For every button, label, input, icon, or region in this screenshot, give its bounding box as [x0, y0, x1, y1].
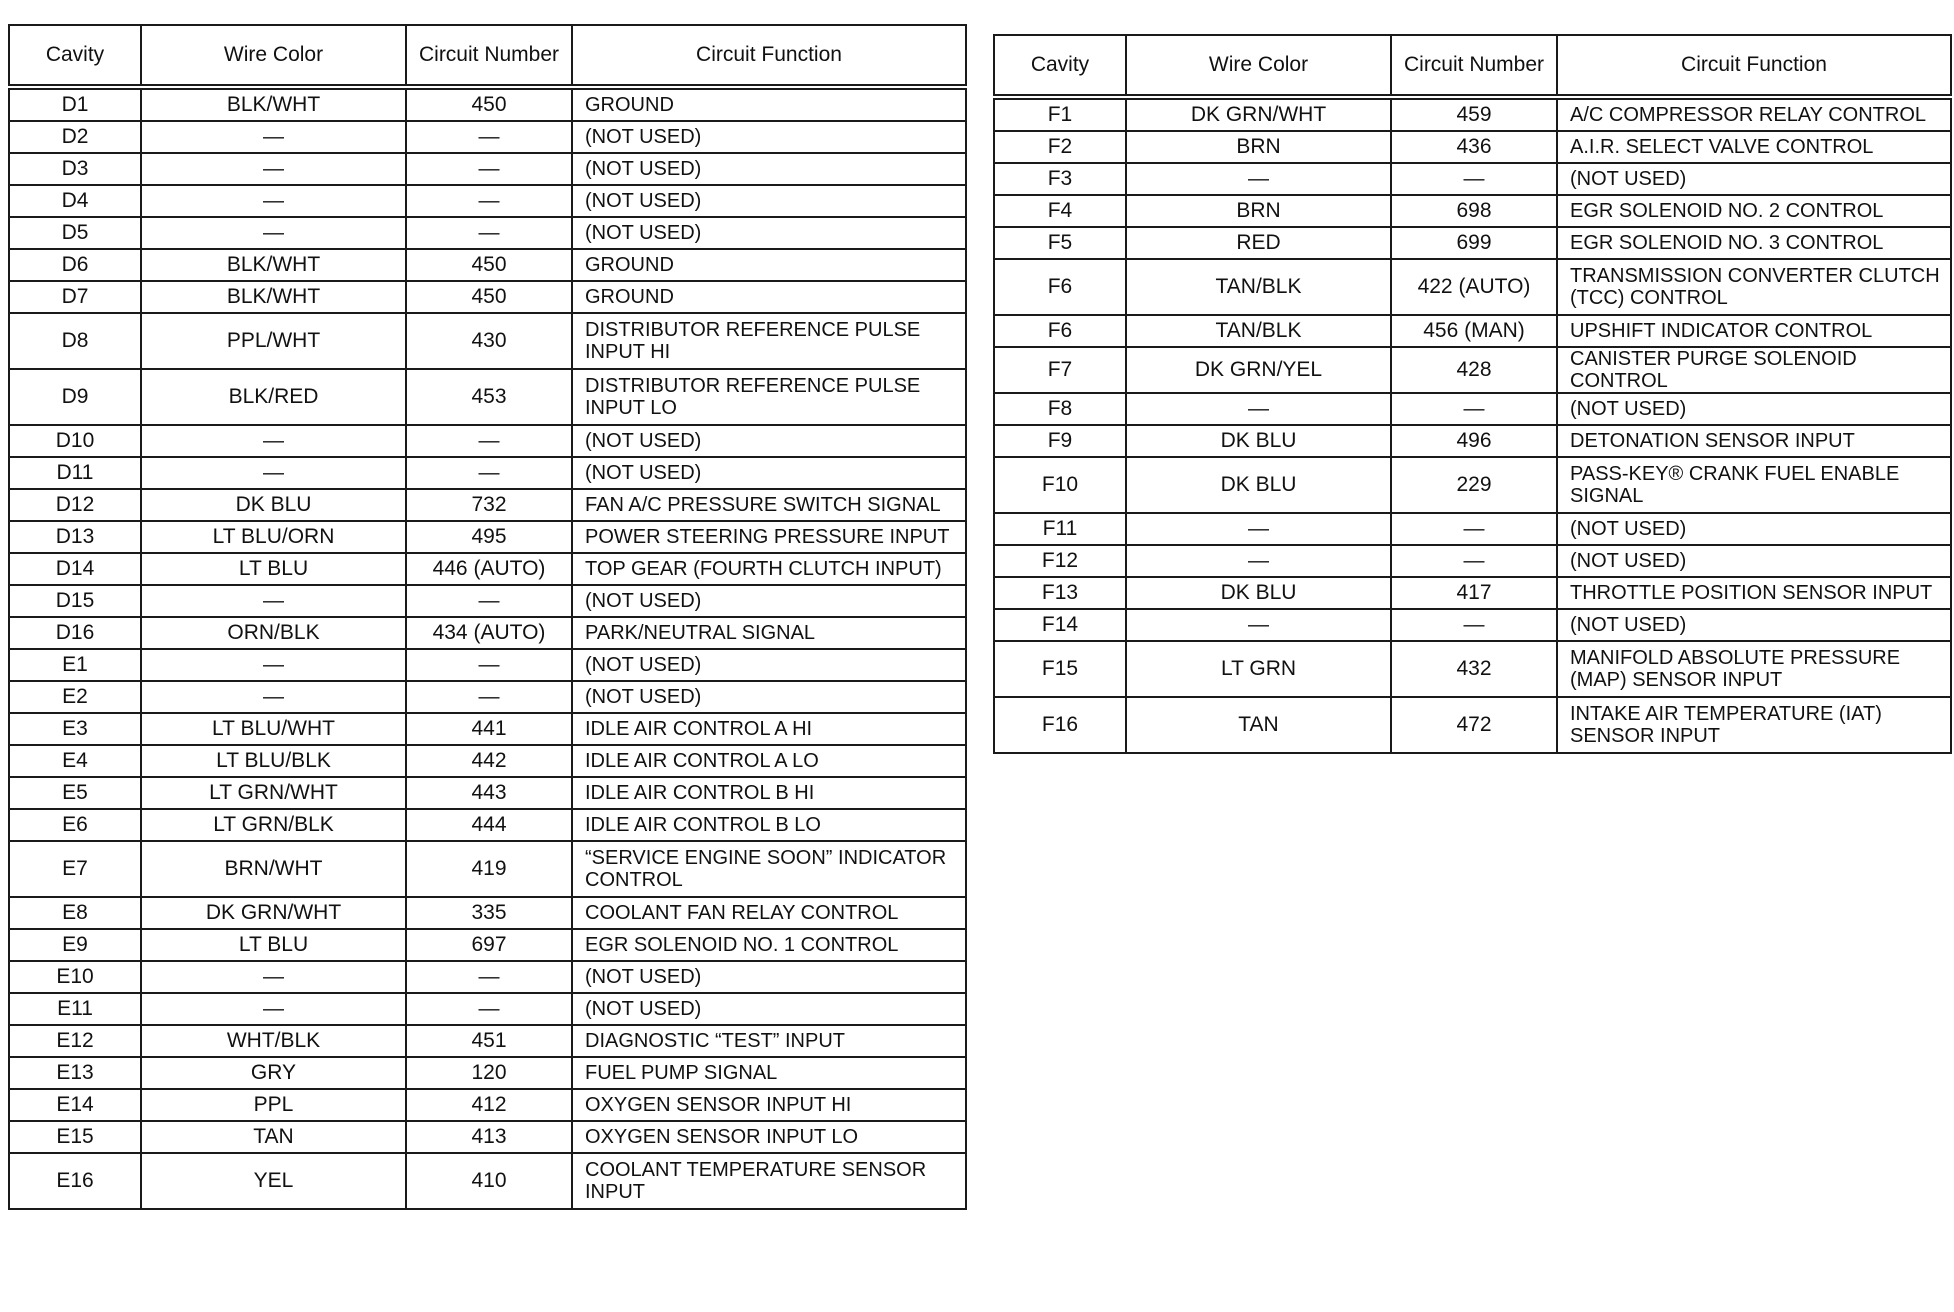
cavity-cell: E2	[9, 681, 141, 713]
cavity-cell: D14	[9, 553, 141, 585]
wire-color-cell: WHT/BLK	[141, 1025, 406, 1057]
circuit-number-cell: —	[406, 217, 572, 249]
circuit-number-cell: 699	[1391, 227, 1557, 259]
table-row	[9, 553, 966, 585]
circuit-function-cell: A.I.R. SELECT VALVE CONTROL	[1557, 131, 1951, 163]
cavity-cell: D7	[9, 281, 141, 313]
circuit-number-cell: 495	[406, 521, 572, 553]
table-row	[9, 87, 966, 121]
table-row	[9, 121, 966, 153]
wire-color-cell: —	[1126, 163, 1391, 195]
wire-color-cell: LT GRN	[1126, 641, 1391, 697]
circuit-function-cell: INTAKE AIR TEMPERATURE (IAT) SENSOR INPUT	[1557, 697, 1951, 753]
cavity-cell: E11	[9, 993, 141, 1025]
circuit-function-cell: IDLE AIR CONTROL B LO	[572, 809, 966, 841]
circuit-number-cell: 419	[406, 841, 572, 897]
circuit-number-cell: 444	[406, 809, 572, 841]
circuit-number-cell: —	[406, 961, 572, 993]
circuit-number-cell: 443	[406, 777, 572, 809]
circuit-number-cell: —	[1391, 513, 1557, 545]
wire-color-cell: BRN	[1126, 131, 1391, 163]
cavity-cell: E9	[9, 929, 141, 961]
table-row	[9, 249, 966, 281]
table-row	[994, 347, 1951, 393]
wire-color-cell: —	[141, 681, 406, 713]
table-row	[9, 993, 966, 1025]
wire-color-cell: DK BLU	[1126, 425, 1391, 457]
header-circuit-number: Circuit Number	[406, 25, 572, 87]
circuit-number-cell: —	[406, 681, 572, 713]
circuit-number-cell: 732	[406, 489, 572, 521]
wire-color-cell: DK BLU	[1126, 457, 1391, 513]
table-row	[9, 713, 966, 745]
table-row	[9, 521, 966, 553]
wire-color-cell: BLK/WHT	[141, 249, 406, 281]
circuit-function-cell: IDLE AIR CONTROL B HI	[572, 777, 966, 809]
circuit-number-cell: 472	[1391, 697, 1557, 753]
circuit-number-cell: 430	[406, 313, 572, 369]
circuit-function-cell: GROUND	[572, 87, 966, 121]
cavity-cell: D16	[9, 617, 141, 649]
circuit-function-cell: (NOT USED)	[572, 649, 966, 681]
cavity-cell: F14	[994, 609, 1126, 641]
circuit-number-cell: 453	[406, 369, 572, 425]
cavity-cell: D13	[9, 521, 141, 553]
circuit-number-cell: —	[406, 153, 572, 185]
table-row	[994, 697, 1951, 753]
wire-color-cell: —	[141, 425, 406, 457]
table-header	[994, 35, 1951, 97]
cavity-cell: D3	[9, 153, 141, 185]
circuit-number-cell: 436	[1391, 131, 1557, 163]
circuit-number-cell: —	[406, 425, 572, 457]
circuit-number-cell: —	[1391, 545, 1557, 577]
circuit-function-cell: EGR SOLENOID NO. 1 CONTROL	[572, 929, 966, 961]
circuit-number-cell: 698	[1391, 195, 1557, 227]
circuit-function-cell: FUEL PUMP SIGNAL	[572, 1057, 966, 1089]
wire-color-cell: LT BLU	[141, 929, 406, 961]
circuit-number-cell: 412	[406, 1089, 572, 1121]
circuit-function-cell: MANIFOLD ABSOLUTE PRESSURE (MAP) SENSOR INPUT	[1557, 641, 1951, 697]
circuit-number-cell: 456 (MAN)	[1391, 315, 1557, 347]
circuit-number-cell: —	[1391, 163, 1557, 195]
wire-color-cell: BLK/WHT	[141, 281, 406, 313]
cavity-cell: E8	[9, 897, 141, 929]
cavity-cell: F4	[994, 195, 1126, 227]
circuit-function-cell: THROTTLE POSITION SENSOR INPUT	[1557, 577, 1951, 609]
circuit-number-cell: 441	[406, 713, 572, 745]
circuit-function-cell: (NOT USED)	[572, 681, 966, 713]
circuit-function-cell: IDLE AIR CONTROL A HI	[572, 713, 966, 745]
cavity-cell: E13	[9, 1057, 141, 1089]
wire-color-cell: PPL	[141, 1089, 406, 1121]
wire-color-cell: —	[141, 185, 406, 217]
wire-color-cell: —	[141, 585, 406, 617]
cavity-cell: D10	[9, 425, 141, 457]
circuit-function-cell: (NOT USED)	[572, 425, 966, 457]
cavity-cell: D6	[9, 249, 141, 281]
wire-color-cell: —	[141, 961, 406, 993]
wire-color-cell: TAN	[1126, 697, 1391, 753]
wire-color-cell: —	[1126, 393, 1391, 425]
cavity-cell: F15	[994, 641, 1126, 697]
circuit-function-cell: (NOT USED)	[1557, 609, 1951, 641]
circuit-function-cell: (NOT USED)	[572, 457, 966, 489]
table-row	[9, 489, 966, 521]
table-row	[9, 217, 966, 249]
wire-color-cell: GRY	[141, 1057, 406, 1089]
table-row	[9, 369, 966, 425]
circuit-function-cell: IDLE AIR CONTROL A LO	[572, 745, 966, 777]
cavity-cell: F2	[994, 131, 1126, 163]
table-row	[9, 809, 966, 841]
circuit-function-cell: DIAGNOSTIC “TEST” INPUT	[572, 1025, 966, 1057]
cavity-cell: F8	[994, 393, 1126, 425]
circuit-number-cell: 428	[1391, 347, 1557, 393]
wire-color-cell: LT BLU	[141, 553, 406, 585]
wire-color-cell: RED	[1126, 227, 1391, 259]
table-row	[9, 1153, 966, 1209]
table-row	[994, 163, 1951, 195]
table-row	[994, 457, 1951, 513]
table-row	[994, 195, 1951, 227]
table-row	[994, 425, 1951, 457]
table-header	[9, 25, 966, 87]
circuit-number-cell: 120	[406, 1057, 572, 1089]
table-row	[9, 313, 966, 369]
wire-color-cell: BRN/WHT	[141, 841, 406, 897]
circuit-function-cell: POWER STEERING PRESSURE INPUT	[572, 521, 966, 553]
wire-color-cell: BLK/WHT	[141, 87, 406, 121]
wire-color-cell: PPL/WHT	[141, 313, 406, 369]
wire-color-cell: LT GRN/BLK	[141, 809, 406, 841]
header-cavity: Cavity	[994, 35, 1126, 97]
connector-d-e-pinout-table	[8, 24, 967, 1210]
cavity-cell: F16	[994, 697, 1126, 753]
circuit-number-cell: —	[406, 121, 572, 153]
circuit-function-cell: EGR SOLENOID NO. 2 CONTROL	[1557, 195, 1951, 227]
circuit-function-cell: (NOT USED)	[1557, 513, 1951, 545]
circuit-number-cell: —	[406, 993, 572, 1025]
wire-color-cell: BRN	[1126, 195, 1391, 227]
table-row	[9, 185, 966, 217]
table-row	[994, 227, 1951, 259]
circuit-number-cell: —	[1391, 393, 1557, 425]
table-row	[9, 897, 966, 929]
circuit-number-cell: 432	[1391, 641, 1557, 697]
wire-color-cell: —	[141, 457, 406, 489]
circuit-function-cell: EGR SOLENOID NO. 3 CONTROL	[1557, 227, 1951, 259]
table-row	[994, 393, 1951, 425]
circuit-function-cell: TRANSMISSION CONVERTER CLUTCH (TCC) CONTROL	[1557, 259, 1951, 315]
circuit-number-cell: —	[406, 585, 572, 617]
circuit-function-cell: FAN A/C PRESSURE SWITCH SIGNAL	[572, 489, 966, 521]
circuit-number-cell: —	[1391, 609, 1557, 641]
cavity-cell: D15	[9, 585, 141, 617]
table-row	[9, 585, 966, 617]
wire-color-cell: DK BLU	[141, 489, 406, 521]
header-circuit-number: Circuit Number	[1391, 35, 1557, 97]
wire-color-cell: DK BLU	[1126, 577, 1391, 609]
table-row	[994, 131, 1951, 163]
circuit-number-cell: —	[406, 457, 572, 489]
circuit-function-cell: DETONATION SENSOR INPUT	[1557, 425, 1951, 457]
wire-color-cell: TAN/BLK	[1126, 315, 1391, 347]
cavity-cell: F1	[994, 97, 1126, 131]
circuit-function-cell: DISTRIBUTOR REFERENCE PULSE INPUT LO	[572, 369, 966, 425]
wire-color-cell: DK GRN/WHT	[1126, 97, 1391, 131]
table-row	[994, 259, 1951, 315]
table-row	[9, 153, 966, 185]
table-row	[994, 315, 1951, 347]
wire-color-cell: BLK/RED	[141, 369, 406, 425]
wire-color-cell: —	[141, 153, 406, 185]
circuit-number-cell: 459	[1391, 97, 1557, 131]
cavity-cell: E5	[9, 777, 141, 809]
table-row	[9, 1089, 966, 1121]
table-row	[9, 841, 966, 897]
cavity-cell: D1	[9, 87, 141, 121]
cavity-cell: F12	[994, 545, 1126, 577]
wire-color-cell: —	[141, 217, 406, 249]
cavity-cell: F11	[994, 513, 1126, 545]
circuit-number-cell: 417	[1391, 577, 1557, 609]
circuit-number-cell: 496	[1391, 425, 1557, 457]
circuit-function-cell: UPSHIFT INDICATOR CONTROL	[1557, 315, 1951, 347]
circuit-function-cell: GROUND	[572, 249, 966, 281]
cavity-cell: F6	[994, 259, 1126, 315]
cavity-cell: D12	[9, 489, 141, 521]
table-row	[9, 1121, 966, 1153]
wire-color-cell: DK GRN/WHT	[141, 897, 406, 929]
wire-color-cell: LT BLU/WHT	[141, 713, 406, 745]
cavity-cell: F10	[994, 457, 1126, 513]
circuit-number-cell: 450	[406, 281, 572, 313]
circuit-function-cell: (NOT USED)	[572, 153, 966, 185]
wire-color-cell: —	[1126, 609, 1391, 641]
cavity-cell: D9	[9, 369, 141, 425]
circuit-number-cell: 697	[406, 929, 572, 961]
circuit-function-cell: (NOT USED)	[572, 185, 966, 217]
header-cavity: Cavity	[9, 25, 141, 87]
wire-color-cell: —	[1126, 513, 1391, 545]
wire-color-cell: LT BLU/BLK	[141, 745, 406, 777]
cavity-cell: F9	[994, 425, 1126, 457]
circuit-number-cell: 410	[406, 1153, 572, 1209]
circuit-number-cell: 442	[406, 745, 572, 777]
wire-color-cell: YEL	[141, 1153, 406, 1209]
table-row	[9, 457, 966, 489]
circuit-number-cell: 335	[406, 897, 572, 929]
table-row	[994, 513, 1951, 545]
cavity-cell: D11	[9, 457, 141, 489]
table-row	[9, 1025, 966, 1057]
cavity-cell: E10	[9, 961, 141, 993]
circuit-function-cell: (NOT USED)	[1557, 393, 1951, 425]
wire-color-cell: DK GRN/YEL	[1126, 347, 1391, 393]
circuit-function-cell: TOP GEAR (FOURTH CLUTCH INPUT)	[572, 553, 966, 585]
circuit-function-cell: (NOT USED)	[572, 961, 966, 993]
table-row	[9, 681, 966, 713]
table-body	[9, 87, 966, 1209]
circuit-function-cell: (NOT USED)	[572, 993, 966, 1025]
circuit-number-cell: 446 (AUTO)	[406, 553, 572, 585]
table-row	[994, 97, 1951, 131]
cavity-cell: F13	[994, 577, 1126, 609]
circuit-number-cell: 451	[406, 1025, 572, 1057]
table-row	[994, 641, 1951, 697]
cavity-cell: F7	[994, 347, 1126, 393]
circuit-function-cell: CANISTER PURGE SOLENOID CONTROL	[1557, 347, 1951, 393]
header-wire-color: Wire Color	[141, 25, 406, 87]
circuit-function-cell: PARK/NEUTRAL SIGNAL	[572, 617, 966, 649]
cavity-cell: E6	[9, 809, 141, 841]
cavity-cell: D2	[9, 121, 141, 153]
connector-f-pinout-table	[993, 34, 1952, 754]
table-row	[9, 929, 966, 961]
wire-color-cell: TAN/BLK	[1126, 259, 1391, 315]
wire-color-cell: LT GRN/WHT	[141, 777, 406, 809]
header-circuit-function: Circuit Function	[572, 25, 966, 87]
circuit-function-cell: OXYGEN SENSOR INPUT HI	[572, 1089, 966, 1121]
wire-color-cell: —	[141, 121, 406, 153]
cavity-cell: E15	[9, 1121, 141, 1153]
circuit-function-cell: OXYGEN SENSOR INPUT LO	[572, 1121, 966, 1153]
cavity-cell: F5	[994, 227, 1126, 259]
circuit-function-cell: (NOT USED)	[1557, 545, 1951, 577]
table-row	[9, 777, 966, 809]
wire-color-cell: —	[1126, 545, 1391, 577]
circuit-number-cell: 434 (AUTO)	[406, 617, 572, 649]
wire-color-cell: ORN/BLK	[141, 617, 406, 649]
wire-color-cell: TAN	[141, 1121, 406, 1153]
circuit-function-cell: COOLANT TEMPERATURE SENSOR INPUT	[572, 1153, 966, 1209]
header-circuit-function: Circuit Function	[1557, 35, 1951, 97]
cavity-cell: D4	[9, 185, 141, 217]
circuit-number-cell: —	[406, 185, 572, 217]
cavity-cell: E3	[9, 713, 141, 745]
circuit-number-cell: 413	[406, 1121, 572, 1153]
cavity-cell: E1	[9, 649, 141, 681]
circuit-number-cell: 450	[406, 87, 572, 121]
table-row	[9, 425, 966, 457]
cavity-cell: E12	[9, 1025, 141, 1057]
circuit-function-cell: (NOT USED)	[1557, 163, 1951, 195]
circuit-function-cell: COOLANT FAN RELAY CONTROL	[572, 897, 966, 929]
cavity-cell: D5	[9, 217, 141, 249]
cavity-cell: D8	[9, 313, 141, 369]
circuit-number-cell: 450	[406, 249, 572, 281]
cavity-cell: E14	[9, 1089, 141, 1121]
circuit-number-cell: 229	[1391, 457, 1557, 513]
cavity-cell: E16	[9, 1153, 141, 1209]
wire-color-cell: LT BLU/ORN	[141, 521, 406, 553]
circuit-function-cell: (NOT USED)	[572, 585, 966, 617]
circuit-function-cell: (NOT USED)	[572, 217, 966, 249]
circuit-function-cell: DISTRIBUTOR REFERENCE PULSE INPUT HI	[572, 313, 966, 369]
cavity-cell: F6	[994, 315, 1126, 347]
table-row	[9, 1057, 966, 1089]
circuit-number-cell: —	[406, 649, 572, 681]
table-row	[994, 609, 1951, 641]
table-row	[9, 961, 966, 993]
circuit-function-cell: GROUND	[572, 281, 966, 313]
circuit-function-cell: PASS-KEY® CRANK FUEL ENABLE SIGNAL	[1557, 457, 1951, 513]
table-row	[9, 745, 966, 777]
cavity-cell: E7	[9, 841, 141, 897]
circuit-function-cell: “SERVICE ENGINE SOON” INDICATOR CONTROL	[572, 841, 966, 897]
wire-color-cell: —	[141, 649, 406, 681]
circuit-number-cell: 422 (AUTO)	[1391, 259, 1557, 315]
table-row	[994, 545, 1951, 577]
table-row	[9, 617, 966, 649]
table-row	[994, 577, 1951, 609]
cavity-cell: E4	[9, 745, 141, 777]
circuit-function-cell: A/C COMPRESSOR RELAY CONTROL	[1557, 97, 1951, 131]
table-body	[994, 97, 1951, 753]
table-row	[9, 281, 966, 313]
table-row	[9, 649, 966, 681]
wire-color-cell: —	[141, 993, 406, 1025]
cavity-cell: F3	[994, 163, 1126, 195]
circuit-function-cell: (NOT USED)	[572, 121, 966, 153]
header-wire-color: Wire Color	[1126, 35, 1391, 97]
